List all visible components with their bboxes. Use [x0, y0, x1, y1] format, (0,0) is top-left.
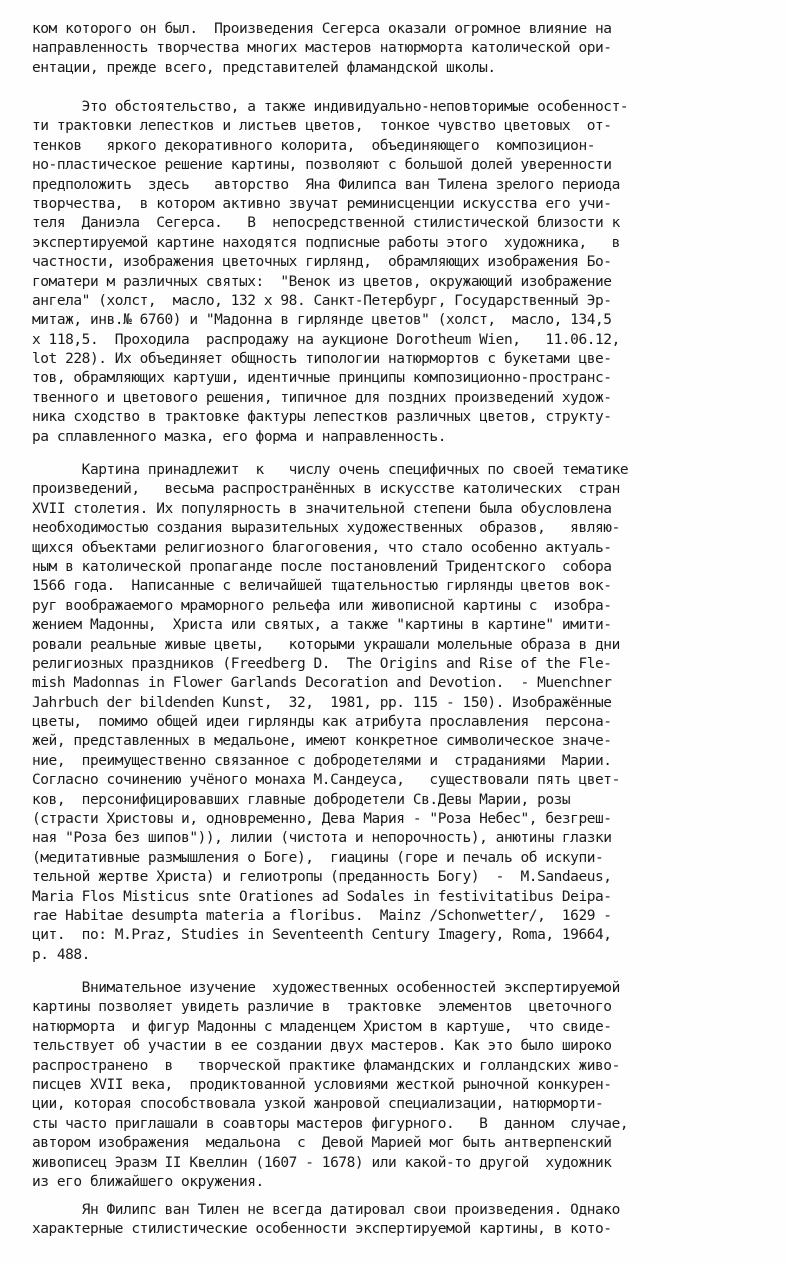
text-line: частности, изображения цветочных гирлянд, обрамляющих изображения Бо-	[32, 254, 612, 271]
text-line: щихся объектами религиозного благоговения, что стало особенно актуаль-	[32, 539, 612, 556]
text-line: ровали реальные живые цветы, которыми украшали молельные образа в дни	[32, 636, 620, 653]
text-line: rae Habitae desumpta materia a floribus. Mainz /Schonwetter/, 1629 -	[32, 907, 612, 924]
text-line: творчества, в котором активно звучат реминисценции искусства его учи-	[32, 195, 612, 212]
text-line: ние, преимущественно связанное с добродетелями и страданиями Марии.	[32, 752, 612, 769]
text-line: ции, которая способствовала узкой жанровой специализации, натюрморти-	[32, 1096, 604, 1113]
text-line: картины позволяет увидеть различие в трактовке элементов цветочного	[32, 999, 612, 1016]
text-line: p. 488.	[32, 946, 90, 963]
paragraph-2	[32, 98, 748, 447]
text-line: направленность творчества многих мастеров натюрморта католической ори-	[32, 40, 612, 57]
text-line: тов, обрамляющих картуши, идентичные принципы композиционно-пространс-	[32, 370, 612, 387]
paragraph-3	[32, 461, 748, 965]
text-line: но-пластическое решение картины, позволяют с большой долей уверенности	[32, 157, 612, 174]
text-line: из его ближайшего окружения.	[32, 1173, 264, 1190]
text-line: твенного и цветового решения, типичное для поздних произведений худож-	[32, 389, 612, 406]
text-line: 1566 года. Написанные с величайшей тщательностью гирлянды цветов вок-	[32, 578, 612, 595]
text-line: живописец Эразм II Квеллин (1607 - 1678) или какой-то другой художник	[32, 1154, 612, 1171]
text-line: тельной жертве Христа) и гелиотропы (преданность Богу) - M.Sandaeus,	[32, 869, 612, 886]
text-line: Согласно сочинению учёного монаха М.Сандеуса, существовали пять цвет-	[32, 772, 620, 789]
paragraph-4	[32, 979, 748, 1192]
text-line: автором изображения медальона с Девой Марией мог быть антверпенский	[32, 1135, 612, 1152]
text-line: ным в католической пропаганде после постановлений Тридентского собора	[32, 558, 612, 575]
text-line: характерные стилистические особенности экспертируемой картины, в кото-	[32, 1221, 612, 1238]
text-line: тельствует об участии в ее создании двух мастеров. Как это было широко	[32, 1038, 612, 1055]
text-line: ком которого он был. Произведения Сегерса оказали огромное влияние на	[32, 21, 612, 37]
text-line: распространено в творческой практике фламандских и голландских живо-	[32, 1057, 620, 1074]
text-line: теля Даниэла Сегерса. В непосредственной стилистической близости к	[32, 215, 620, 232]
text-line: mish Madonnas in Flower Garlands Decoration and Devotion. - Muenchner	[32, 675, 612, 692]
text-line: Внимательное изучение художественных особенностей экспертируемой	[32, 980, 620, 996]
text-line: экспертируемой картине находятся подписные работы этого художника, в	[32, 234, 620, 251]
text-line: необходимостью создания выразительных художественных образов, являю-	[32, 520, 620, 537]
text-line: руг воображаемого мраморного рельефа или живописной картины с изобра-	[32, 597, 612, 614]
text-line: Jahrbuch der bildenden Kunst, 32, 1981, pp. 115 - 150). Изображённые	[32, 694, 612, 711]
text-line: митаж, инв.№ 6760) и "Мадонна в гирлянде цветов" (холст, масло, 134,5	[32, 312, 612, 329]
text-line: религиозных праздников (Freedberg D. The Origins and Rise of the Fle-	[32, 655, 612, 672]
text-line: жением Мадонны, Христа или святых, а также "картины в картине" имити-	[32, 617, 612, 634]
text-line: ная "Роза без шипов")), лилии (чистота и непорочность), анютины глазки	[32, 830, 612, 847]
text-line: писцев XVII века, продиктованной условиями жесткой рыночной конкурен-	[32, 1076, 612, 1093]
text-line: ков, персонифицировавших главные добродетели Св.Девы Марии, розы	[32, 791, 571, 808]
text-line: тенков яркого декоративного колорита, объединяющего композицион-	[32, 137, 596, 154]
text-line: Maria Flos Misticus snte Orationes ad Sodales in festivitatibus Deipa-	[32, 888, 612, 905]
text-line: Картина принадлежит к числу очень специфичных по своей тематике	[32, 462, 629, 478]
text-line: гоматери м различных святых: "Венок из цветов, окружающий изображение	[32, 273, 612, 290]
text-line: (страсти Христовы и, одновременно, Дева Мария - "Роза Небес", безгреш-	[32, 811, 612, 828]
text-line: x 118,5. Проходила распродажу на аукционе Dorotheum Wien, 11.06.12,	[32, 331, 620, 348]
text-line: жей, представленных в медальоне, имеют конкретное символическое значе-	[32, 733, 612, 750]
text-line: натюрморта и фигур Мадонны с младенцем Христом в картуше, что свиде-	[32, 1018, 612, 1035]
text-line: ангела" (холст, масло, 132 х 98. Санкт-Петербург, Государственный Эр-	[32, 292, 612, 309]
text-line: цит. по: M.Praz, Studies in Seventeenth Century Imagery, Roma, 19664,	[32, 927, 612, 944]
text-line: цветы, помимо общей идеи гирлянды как атрибута прославления персона-	[32, 714, 612, 731]
text-line: XVII столетия. Их популярность в значительной степени была обусловлена	[32, 500, 612, 517]
text-line: ра сплавленного мазка, его форма и направленность.	[32, 428, 446, 445]
text-line: lot 228). Их объединяет общность типологии натюрмортов с букетами цве-	[32, 351, 612, 368]
text-line: ти трактовки лепестков и листьев цветов, тонкое чувство цветовых от-	[32, 118, 612, 135]
text-line: предположить здесь авторство Яна Филипса ван Тилена зрелого периода	[32, 176, 620, 193]
paragraph-5	[32, 1201, 748, 1240]
text-line: Ян Филипс ван Тилен не всегда датировал свои произведения. Однако	[32, 1202, 620, 1218]
text-line: ника сходство в трактовке фактуры лепестков различных цветов, структу-	[32, 409, 612, 426]
text-line: произведений, весьма распространённых в искусстве католических стран	[32, 481, 620, 498]
text-line: ентации, прежде всего, представителей фламандской школы.	[32, 59, 496, 76]
text-line: (медитативные размышления о Боге), гиацины (горе и печаль об искупи-	[32, 849, 604, 866]
text-line: сты часто приглашали в соавторы мастеров фигурного. В данном случае,	[32, 1115, 629, 1132]
text-line: Это обстоятельство, а также индивидуально-неповторимые особенност-	[32, 99, 629, 115]
paragraph-1	[32, 20, 748, 78]
